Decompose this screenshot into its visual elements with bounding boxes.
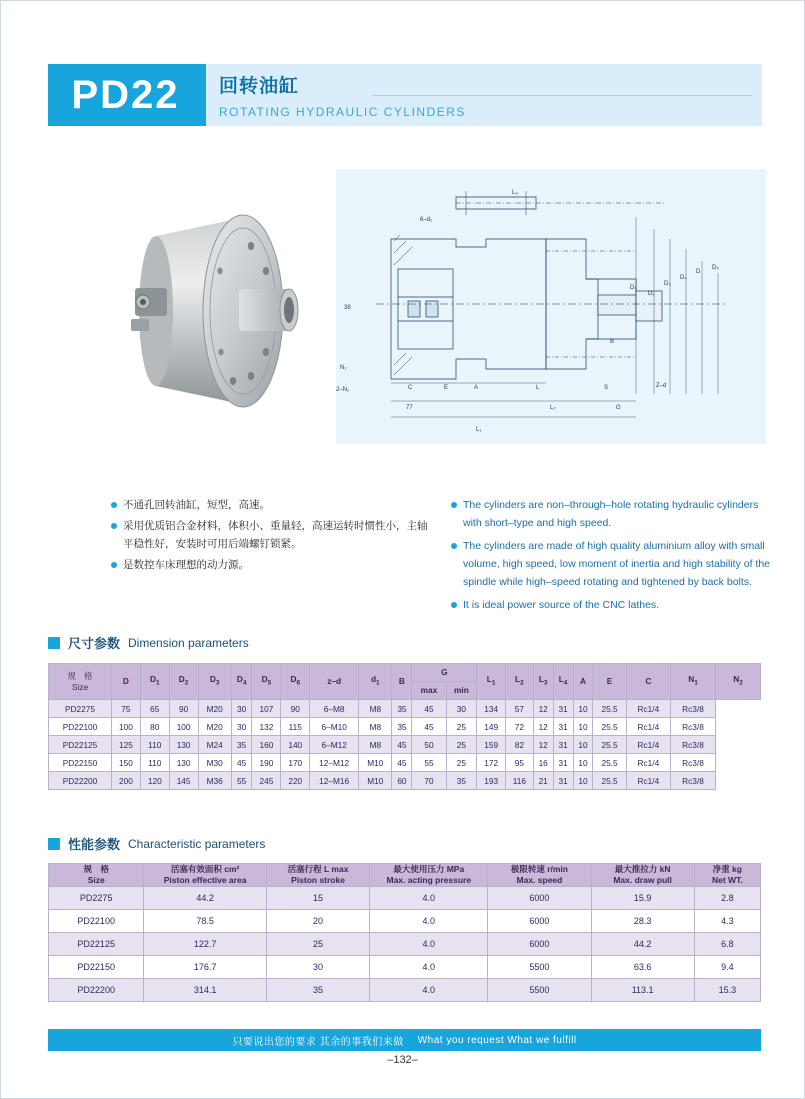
cell-value: 116 bbox=[506, 772, 534, 790]
svg-text:77: 77 bbox=[406, 405, 413, 411]
cell-value: 90 bbox=[169, 700, 198, 718]
cell-size: PD22100 bbox=[49, 718, 112, 736]
cell-value: 122.7 bbox=[144, 933, 266, 956]
table-row bbox=[49, 956, 761, 979]
svg-text:B: B bbox=[610, 339, 615, 345]
svg-text:Z–d: Z–d bbox=[656, 383, 667, 389]
svg-text:D₄: D₄ bbox=[680, 275, 687, 281]
cell-value: 12–M12 bbox=[310, 754, 359, 772]
cell-value: 35 bbox=[231, 736, 252, 754]
col-N2: $N_2$ bbox=[716, 664, 761, 700]
cell-value: 82 bbox=[506, 736, 534, 754]
table-row bbox=[49, 979, 761, 1002]
bullet-text: The cylinders are made of high quality aluminium alloy with small volume, high speed, low moment of inertia and high stability of the spindle while high–speed rotating and tightened by back bolts. bbox=[463, 540, 771, 588]
bullet-text: The cylinders are non–through–hole rotating hydraulic cylinders with short–type and high speed. bbox=[463, 499, 759, 529]
bullet-dot-icon bbox=[451, 543, 457, 549]
cell-value: M8 bbox=[359, 736, 392, 754]
cell-value: 200 bbox=[112, 772, 141, 790]
cell-value: M36 bbox=[198, 772, 231, 790]
col-D2: $D_2$ bbox=[169, 664, 198, 700]
bullet-text: 采用优质铝合金材料，体积小、重量轻，高速运转时惯性小，主轴平稳性好，安装时可用后端螺钉锁紧。 bbox=[123, 520, 428, 550]
dimension-table-body bbox=[49, 700, 761, 790]
cell-value: 45 bbox=[412, 700, 446, 718]
cell-value: 25 bbox=[266, 933, 369, 956]
cell-value: 132 bbox=[252, 718, 281, 736]
footer-slogan-cn: 只要说出您的要求 其余的事我们来做 bbox=[232, 1036, 404, 1048]
cell-value: 15.3 bbox=[694, 979, 760, 1002]
svg-text:D₃: D₃ bbox=[664, 281, 671, 287]
cell-value: 45 bbox=[392, 736, 412, 754]
section-marker-icon bbox=[48, 637, 60, 649]
bullet-text: 是数控车床理想的动力源。 bbox=[123, 559, 249, 571]
header-titles bbox=[203, 64, 762, 126]
list-item bbox=[111, 517, 431, 553]
col-max-speed: 极限转速 r/min Max. speed bbox=[488, 864, 591, 887]
cell-value: 25.5 bbox=[593, 736, 626, 754]
svg-text:E: E bbox=[444, 385, 449, 391]
cell-value: 113.1 bbox=[591, 979, 694, 1002]
cell-value: 25.5 bbox=[593, 754, 626, 772]
col-E: E bbox=[593, 664, 626, 700]
cell-value: 31 bbox=[553, 754, 573, 772]
section-title-en: Characteristic parameters bbox=[128, 836, 266, 851]
svg-text:D₅: D₅ bbox=[712, 265, 719, 271]
section-title-characteristic bbox=[48, 834, 265, 853]
col-L4: $L_4$ bbox=[553, 664, 573, 700]
cell-value: 130 bbox=[169, 754, 198, 772]
technical-drawing bbox=[336, 169, 766, 444]
svg-text:G: G bbox=[616, 405, 621, 411]
list-item bbox=[111, 556, 431, 574]
list-item bbox=[451, 596, 771, 614]
cell-value: 44.2 bbox=[591, 933, 694, 956]
cell-value: 63.6 bbox=[591, 956, 694, 979]
cell-value: M8 bbox=[359, 718, 392, 736]
characteristic-table-body bbox=[49, 887, 761, 1002]
cell-value: 9.4 bbox=[694, 956, 760, 979]
cell-value: 10 bbox=[573, 736, 593, 754]
bullet-dot-icon bbox=[111, 562, 117, 568]
footer-slogan-en: What you request What we fulfill bbox=[417, 1034, 577, 1046]
table-row bbox=[49, 887, 761, 910]
cell-value: M10 bbox=[359, 754, 392, 772]
cell-value: 72 bbox=[506, 718, 534, 736]
cell-size: PD2275 bbox=[49, 700, 112, 718]
svg-text:D: D bbox=[696, 269, 701, 275]
table-row bbox=[49, 772, 761, 790]
svg-text:S: S bbox=[604, 385, 609, 391]
cell-value: 35 bbox=[446, 772, 477, 790]
cell-value: 100 bbox=[112, 718, 141, 736]
col-piston-area: 活塞有效面积 cm² Piston effective area bbox=[144, 864, 266, 887]
product-code: PD22 bbox=[48, 64, 203, 126]
title-cn: 回转油缸 bbox=[219, 76, 300, 97]
table-row bbox=[49, 700, 761, 718]
cell-value: M20 bbox=[198, 718, 231, 736]
section-marker-icon bbox=[48, 838, 60, 850]
col-N1: $N_1$ bbox=[671, 664, 716, 700]
cell-value: 110 bbox=[140, 736, 169, 754]
cell-value: 31 bbox=[553, 736, 573, 754]
svg-text:L₃: L₃ bbox=[512, 190, 518, 196]
col-net-weight: 净重 kg Net WT. bbox=[694, 864, 760, 887]
col-C: C bbox=[626, 664, 670, 700]
bullet-dot-icon bbox=[111, 502, 117, 508]
cell-value: 50 bbox=[412, 736, 446, 754]
cell-value: 6–M10 bbox=[310, 718, 359, 736]
col-D1: $D_1$ bbox=[140, 664, 169, 700]
cell-value: 10 bbox=[573, 700, 593, 718]
cell-value: 140 bbox=[281, 736, 310, 754]
cell-value: 10 bbox=[573, 754, 593, 772]
cell-value: 176.7 bbox=[144, 956, 266, 979]
col-zd: z–d bbox=[310, 664, 359, 700]
cell-value: Rc1/4 bbox=[626, 700, 670, 718]
cell-value: 16 bbox=[533, 754, 553, 772]
table-row bbox=[49, 754, 761, 772]
cell-value: 4.0 bbox=[370, 910, 488, 933]
cell-size: PD22150 bbox=[49, 754, 112, 772]
cell-value: 55 bbox=[412, 754, 446, 772]
cell-value: M24 bbox=[198, 736, 231, 754]
cell-value: 15.9 bbox=[591, 887, 694, 910]
svg-text:L₂: L₂ bbox=[550, 405, 556, 411]
cell-value: 150 bbox=[112, 754, 141, 772]
svg-text:6–d₁: 6–d₁ bbox=[420, 217, 433, 223]
cell-value: M8 bbox=[359, 700, 392, 718]
svg-text:38: 38 bbox=[344, 305, 351, 311]
cell-value: 4.0 bbox=[370, 933, 488, 956]
svg-text:2–N₁: 2–N₁ bbox=[336, 387, 350, 393]
cell-value: 25 bbox=[446, 736, 477, 754]
cell-value: 57 bbox=[506, 700, 534, 718]
cell-value: 25 bbox=[446, 754, 477, 772]
cell-value: 220 bbox=[281, 772, 310, 790]
col-acting-pressure: 最大使用压力 MPa Max. acting pressure bbox=[370, 864, 488, 887]
table-row bbox=[49, 910, 761, 933]
cell-value: 35 bbox=[392, 700, 412, 718]
cell-value: 115 bbox=[281, 718, 310, 736]
dimension-table bbox=[48, 663, 761, 790]
cell-value: 6000 bbox=[488, 933, 591, 956]
cell-value: 35 bbox=[392, 718, 412, 736]
bullet-text: 不通孔回转油缸，短型，高速。 bbox=[123, 499, 270, 511]
cell-value: Rc1/4 bbox=[626, 772, 670, 790]
product-photo bbox=[121, 176, 336, 446]
cell-value: 30 bbox=[266, 956, 369, 979]
cell-value: 172 bbox=[477, 754, 506, 772]
cell-value: 4.0 bbox=[370, 979, 488, 1002]
cell-value: 5500 bbox=[488, 956, 591, 979]
cell-value: Rc3/8 bbox=[671, 736, 716, 754]
cell-value: 25.5 bbox=[593, 718, 626, 736]
cell-value: 15 bbox=[266, 887, 369, 910]
cell-value: 65 bbox=[140, 700, 169, 718]
svg-text:L: L bbox=[536, 385, 540, 391]
cell-value: 44.2 bbox=[144, 887, 266, 910]
cell-value: Rc3/8 bbox=[671, 772, 716, 790]
cell-value: Rc1/4 bbox=[626, 736, 670, 754]
page-header bbox=[48, 64, 762, 126]
col-size: 规 格 Size bbox=[49, 864, 144, 887]
list-item bbox=[451, 537, 771, 591]
cell-value: 12–M16 bbox=[310, 772, 359, 790]
col-D4: $D_4$ bbox=[231, 664, 252, 700]
cell-value: 2.8 bbox=[694, 887, 760, 910]
cell-value: 12 bbox=[533, 700, 553, 718]
cell-size: PD22200 bbox=[49, 772, 112, 790]
cell-value: M20 bbox=[198, 700, 231, 718]
col-d1: $d_1$ bbox=[359, 664, 392, 700]
col-piston-stroke: 活塞行程 L max Piston stroke bbox=[266, 864, 369, 887]
cell-value: 75 bbox=[112, 700, 141, 718]
cell-value: 6–M8 bbox=[310, 700, 359, 718]
col-size: 规 格 Size bbox=[49, 664, 112, 700]
cell-size: PD22100 bbox=[49, 910, 144, 933]
header-divider bbox=[373, 95, 752, 96]
bullet-dot-icon bbox=[451, 502, 457, 508]
col-A: A bbox=[573, 664, 593, 700]
cell-value: 159 bbox=[477, 736, 506, 754]
cell-value: 149 bbox=[477, 718, 506, 736]
cell-value: 55 bbox=[231, 772, 252, 790]
cell-value: 45 bbox=[392, 754, 412, 772]
svg-text:C: C bbox=[408, 385, 413, 391]
table-row bbox=[49, 736, 761, 754]
cell-value: 130 bbox=[169, 736, 198, 754]
col-D3: $D_3$ bbox=[198, 664, 231, 700]
cell-value: 10 bbox=[573, 718, 593, 736]
cell-value: 120 bbox=[140, 772, 169, 790]
svg-text:L₁: L₁ bbox=[476, 427, 482, 433]
cell-value: 30 bbox=[446, 700, 477, 718]
list-item bbox=[451, 496, 771, 532]
cell-value: 70 bbox=[412, 772, 446, 790]
cell-value: 4.0 bbox=[370, 956, 488, 979]
cell-value: Rc1/4 bbox=[626, 718, 670, 736]
col-draw-pull: 最大推拉力 kN Max. draw pull bbox=[591, 864, 694, 887]
cell-value: 30 bbox=[231, 700, 252, 718]
cell-value: 10 bbox=[573, 772, 593, 790]
svg-text:A: A bbox=[474, 385, 479, 391]
col-B: B bbox=[392, 664, 412, 700]
cell-size: PD22125 bbox=[49, 933, 144, 956]
cell-value: 21 bbox=[533, 772, 553, 790]
bullet-dot-icon bbox=[451, 602, 457, 608]
cell-value: 45 bbox=[231, 754, 252, 772]
cell-value: M30 bbox=[198, 754, 231, 772]
bullets-en bbox=[451, 496, 771, 619]
cell-value: 314.1 bbox=[144, 979, 266, 1002]
cell-value: 90 bbox=[281, 700, 310, 718]
cell-size: PD22125 bbox=[49, 736, 112, 754]
cell-value: 193 bbox=[477, 772, 506, 790]
cell-value: Rc1/4 bbox=[626, 754, 670, 772]
col-L3: $L_3$ bbox=[533, 664, 553, 700]
cell-value: 190 bbox=[252, 754, 281, 772]
cell-value: 12 bbox=[533, 718, 553, 736]
table-row bbox=[49, 933, 761, 956]
svg-text:D₁: D₁ bbox=[630, 285, 637, 291]
cell-value: 78.5 bbox=[144, 910, 266, 933]
col-L1: $L_1$ bbox=[477, 664, 506, 700]
bullets-cn bbox=[111, 496, 431, 619]
cell-value: 6–M12 bbox=[310, 736, 359, 754]
cell-value: 125 bbox=[112, 736, 141, 754]
bullet-dot-icon bbox=[111, 523, 117, 529]
cell-value: 170 bbox=[281, 754, 310, 772]
table-header-row bbox=[49, 664, 761, 682]
cell-value: 6000 bbox=[488, 910, 591, 933]
section-title-en: Dimension parameters bbox=[128, 635, 249, 650]
col-L2: $L_2$ bbox=[506, 664, 534, 700]
section-title-cn: 尺寸参数 bbox=[68, 636, 121, 651]
cell-value: 245 bbox=[252, 772, 281, 790]
cell-value: 60 bbox=[392, 772, 412, 790]
cell-value: 20 bbox=[266, 910, 369, 933]
cell-value: 160 bbox=[252, 736, 281, 754]
cell-value: 134 bbox=[477, 700, 506, 718]
cell-value: 100 bbox=[169, 718, 198, 736]
cell-value: 5500 bbox=[488, 979, 591, 1002]
svg-text:D₂: D₂ bbox=[648, 291, 655, 297]
cell-value: 25.5 bbox=[593, 700, 626, 718]
cell-value: 31 bbox=[553, 718, 573, 736]
cell-size: PD22150 bbox=[49, 956, 144, 979]
cell-value: Rc3/8 bbox=[671, 754, 716, 772]
section-title-cn: 性能参数 bbox=[68, 837, 121, 852]
cell-value: Rc3/8 bbox=[671, 718, 716, 736]
col-G-max: max bbox=[412, 682, 446, 700]
cell-value: 107 bbox=[252, 700, 281, 718]
cell-value: 12 bbox=[533, 736, 553, 754]
cell-value: 145 bbox=[169, 772, 198, 790]
cell-value: 35 bbox=[266, 979, 369, 1002]
cell-value: 30 bbox=[231, 718, 252, 736]
col-G-min: min bbox=[446, 682, 477, 700]
svg-text:N₂: N₂ bbox=[340, 365, 347, 371]
section-title-dimension bbox=[48, 633, 249, 652]
cell-value: 95 bbox=[506, 754, 534, 772]
cell-value: 31 bbox=[553, 772, 573, 790]
list-item bbox=[111, 496, 431, 514]
col-D: D bbox=[112, 664, 141, 700]
title-en: ROTATING HYDRAULIC CYLINDERS bbox=[219, 105, 466, 119]
cell-value: Rc3/8 bbox=[671, 700, 716, 718]
cell-value: 25 bbox=[446, 718, 477, 736]
cell-value: 28.3 bbox=[591, 910, 694, 933]
col-D5: $D_5$ bbox=[252, 664, 281, 700]
cell-value: 4.0 bbox=[370, 887, 488, 910]
cell-value: M10 bbox=[359, 772, 392, 790]
bullet-text: It is ideal power source of the CNC lathes. bbox=[463, 599, 660, 611]
cell-size: PD22200 bbox=[49, 979, 144, 1002]
page-number: –132– bbox=[387, 1054, 418, 1066]
cell-value: 45 bbox=[412, 718, 446, 736]
table-header-row bbox=[49, 864, 761, 887]
col-G: G bbox=[412, 664, 477, 682]
cell-value: 4.3 bbox=[694, 910, 760, 933]
feature-bullets bbox=[111, 496, 771, 619]
characteristic-table bbox=[48, 863, 761, 1002]
cell-value: 25.5 bbox=[593, 772, 626, 790]
cell-value: 6000 bbox=[488, 887, 591, 910]
cell-value: 31 bbox=[553, 700, 573, 718]
footer-slogan bbox=[48, 1029, 761, 1051]
table-row bbox=[49, 718, 761, 736]
cell-value: 6.8 bbox=[694, 933, 760, 956]
cell-value: 110 bbox=[140, 754, 169, 772]
cell-size: PD2275 bbox=[49, 887, 144, 910]
cell-value: 80 bbox=[140, 718, 169, 736]
col-D6: $D_6$ bbox=[281, 664, 310, 700]
